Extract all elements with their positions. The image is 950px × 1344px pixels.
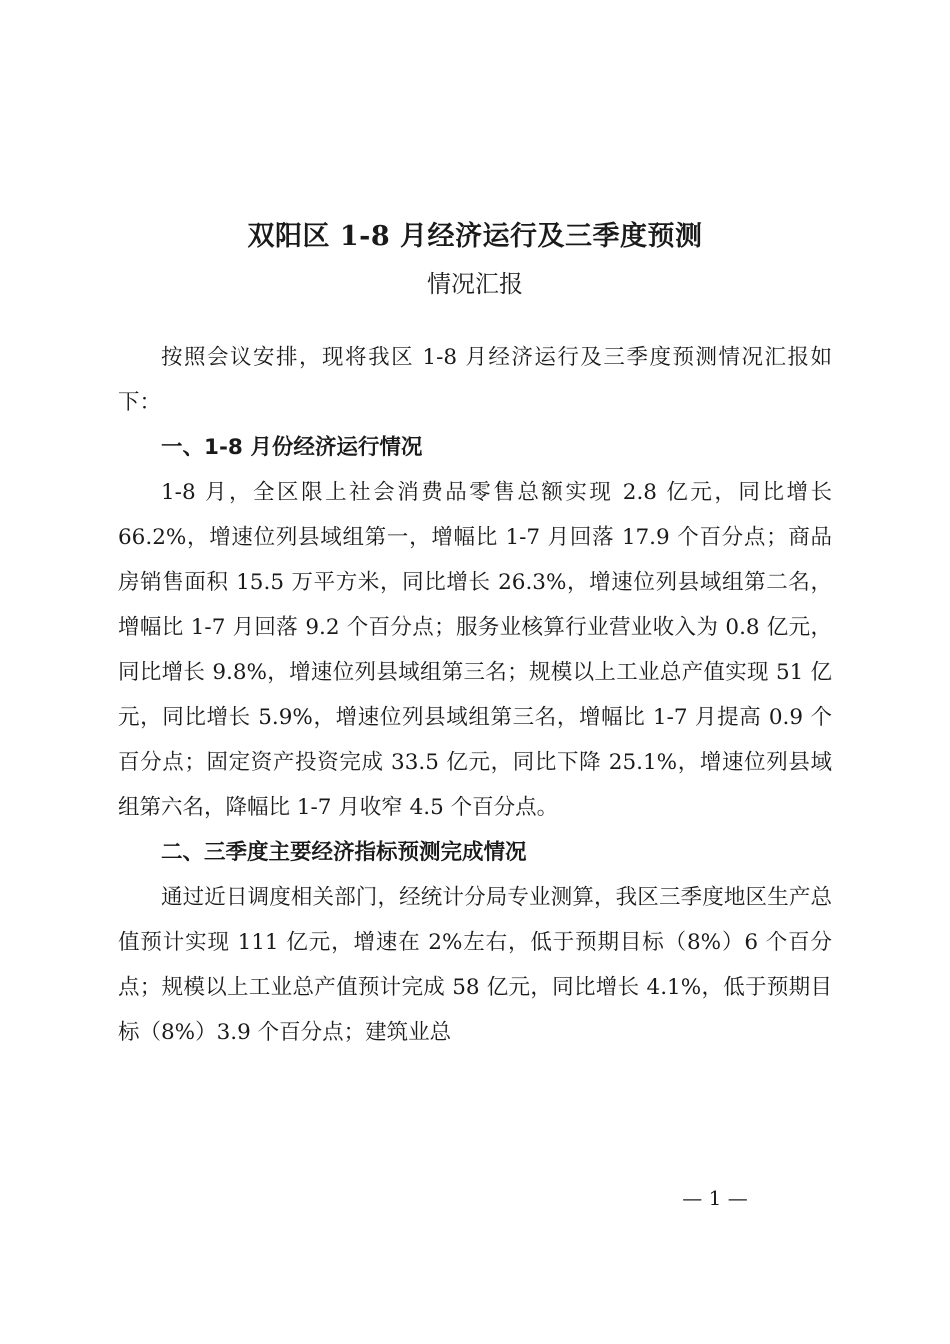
page-subtitle: 情况汇报 — [427, 269, 523, 298]
document-body — [118, 0, 832, 1055]
paragraph-intro: 按照会议安排，现将我区 1-8 月经济运行及三季度预测情况汇报如下： — [118, 345, 832, 416]
section-heading-one: 一、1-8 月份经济运行情况 — [161, 435, 423, 461]
paragraph-section-two-body: 通过近日调度相关部门，经统计分局专业测算，我区三季度地区生产总值预计实现 111 亿元，增速在 2%左右，低于预期目标（8%）6 个百分点；规模以上工业总产值预计完成 58 亿元，同比增长 4.1%，低于预期目标（8%）3.9 个百分点；建筑业总 — [118, 885, 832, 1046]
document-text — [118, 335, 832, 1055]
section-heading-two: 二、三季度主要经济指标预测完成情况 — [161, 840, 527, 866]
page-number: — 1 — — [682, 1186, 748, 1210]
paragraph-section-one-body: 1-8 月，全区限上社会消费品零售总额实现 2.8 亿元，同比增长 66.2%，增速位列县域组第一，增幅比 1-7 月回落 17.9 个百分点；商品房销售面积 15.5 万平方米，同比增长 26.3%，增速位列县域组第二名，增幅比 1-7 月回落 9.2 个百分点；服务业核算行业营业收入为 0.8 亿元，同比增长 9.8%，增速位列县域组第三名；规模以上工业总产值实现 51 亿元，同比增长 5.9%，增速位列县域组第三名，增幅比 1-7 月提高 0.9 个百分点；固定资产投资完成 33.5 亿元，同比下降 25.1%，增速位列县域组第六名，降幅比 1-7 月收窄 4.5 个百分点。 — [118, 480, 832, 821]
page-title: 双阳区 1-8 月经济运行及三季度预测 — [247, 221, 703, 252]
